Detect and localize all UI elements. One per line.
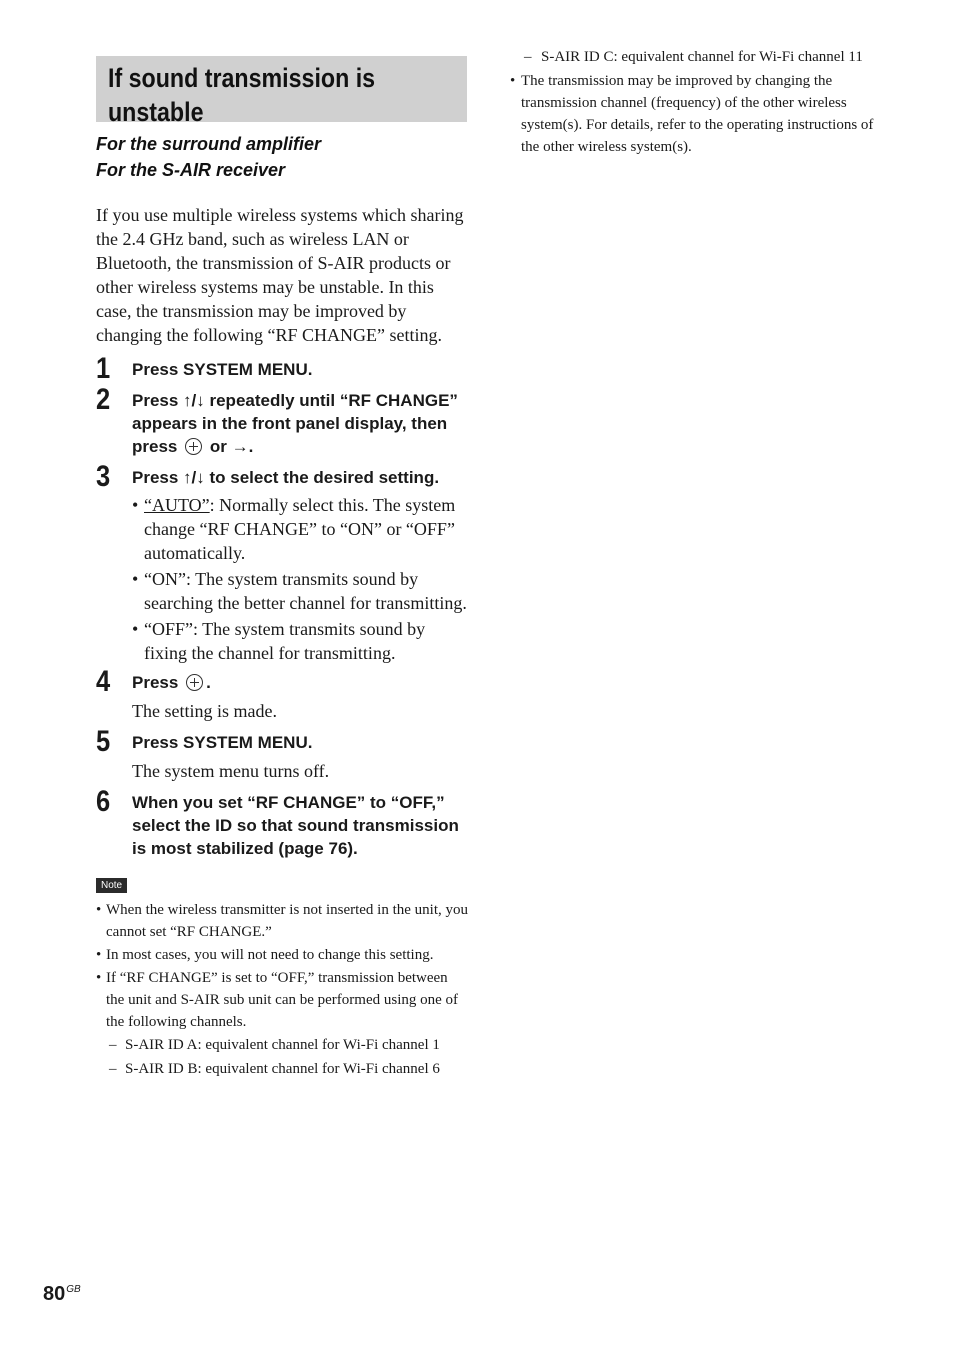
section-title-box bbox=[96, 56, 467, 127]
left-column bbox=[96, 56, 468, 1082]
option-auto bbox=[132, 493, 468, 565]
note-item bbox=[96, 967, 468, 1033]
step-number: 6 bbox=[96, 785, 111, 818]
option-off: • “OFF”: The system transmits sound by fixing the channel for transmitting. bbox=[132, 617, 468, 665]
subhead-line-1: For the surround amplifier bbox=[96, 134, 322, 154]
step-instruction-post: or →. bbox=[209, 437, 254, 456]
section-title bbox=[108, 61, 469, 129]
section-subheading bbox=[96, 131, 468, 183]
enter-button-icon bbox=[185, 438, 202, 455]
step-instruction bbox=[132, 671, 468, 694]
step-number: 2 bbox=[96, 383, 111, 416]
step-instruction: Press ↑/↓ to select the desired setting. bbox=[132, 468, 440, 487]
step-instruction-post: . bbox=[206, 673, 211, 692]
notes-list-continued bbox=[510, 70, 888, 158]
option-auto-term: “AUTO” bbox=[144, 495, 210, 515]
page-number-value: 80 bbox=[43, 1283, 66, 1305]
step-2 bbox=[96, 383, 468, 458]
channel-list-continued bbox=[510, 46, 888, 68]
enter-button-icon bbox=[186, 674, 203, 691]
page-number bbox=[43, 1283, 81, 1306]
step-instruction: Press SYSTEM MENU. bbox=[132, 360, 313, 379]
setting-options-list bbox=[132, 493, 468, 665]
channel-list bbox=[96, 1034, 468, 1080]
note-item: • In most cases, you will not need to change this setting. bbox=[96, 944, 468, 966]
channel-item: – S-AIR ID C: equivalent channel for Wi-Fi channel 11 bbox=[510, 46, 888, 68]
step-number: 1 bbox=[96, 352, 111, 385]
step-number: 5 bbox=[96, 725, 111, 758]
option-auto-desc: : Normally select this. The system change “RF CHANGE” to “ON” or “OFF” automatically. bbox=[144, 495, 456, 563]
step-instruction-pre: Press ↑/↓ repeatedly until “RF CHANGE” appears in the front panel display, then press bbox=[132, 391, 458, 456]
step-6 bbox=[96, 785, 468, 860]
subhead-line-2: For the S-AIR receiver bbox=[96, 160, 286, 180]
notes-list bbox=[96, 899, 468, 1033]
title-line-2: unstable bbox=[108, 97, 204, 127]
right-column bbox=[510, 46, 888, 159]
title-line-1: If sound transmission is bbox=[108, 63, 376, 93]
channel-item: – S-AIR ID B: equivalent channel for Wi-Fi channel 6 bbox=[96, 1058, 468, 1080]
step-5 bbox=[96, 725, 468, 783]
note-badge: Note bbox=[96, 878, 127, 893]
step-instruction-pre: Press bbox=[132, 673, 179, 692]
note-item-text: If “RF CHANGE” is set to “OFF,” transmission between the unit and S-AIR sub unit can be performed using one of the following channels. bbox=[106, 970, 459, 1030]
step-number: 3 bbox=[96, 460, 111, 493]
option-on: • “ON”: The system transmits sound by searching the better channel for transmitting. bbox=[132, 567, 468, 615]
page-number-suffix: GB bbox=[66, 1284, 81, 1295]
step-result: The system menu turns off. bbox=[132, 761, 330, 781]
step-1 bbox=[96, 352, 468, 385]
channel-item: – S-AIR ID A: equivalent channel for Wi-Fi channel 1 bbox=[96, 1034, 468, 1056]
step-instruction: Press SYSTEM MENU. bbox=[132, 733, 313, 752]
step-instruction: When you set “RF CHANGE” to “OFF,” select the ID so that sound transmission is most stabilized (page 76). bbox=[132, 793, 459, 858]
step-instruction bbox=[132, 389, 468, 458]
step-result: The setting is made. bbox=[132, 701, 277, 721]
step-number: 4 bbox=[96, 665, 111, 698]
step-4 bbox=[96, 665, 468, 723]
note-item: • The transmission may be improved by changing the transmission channel (frequency) of the other wireless system(s). For details, refer to the operating instructions of the other wireless system(s). bbox=[510, 70, 888, 158]
step-3 bbox=[96, 460, 468, 665]
intro-paragraph: If you use multiple wireless systems which sharing the 2.4 GHz band, such as wireless LAN or Bluetooth, the transmission of S-AIR products or other wireless systems may be unstable. In this case, the transmission may be improved by changing the following “RF CHANGE” setting. bbox=[96, 205, 464, 345]
note-item: • When the wireless transmitter is not inserted in the unit, you cannot set “RF CHANGE.” bbox=[96, 899, 468, 943]
